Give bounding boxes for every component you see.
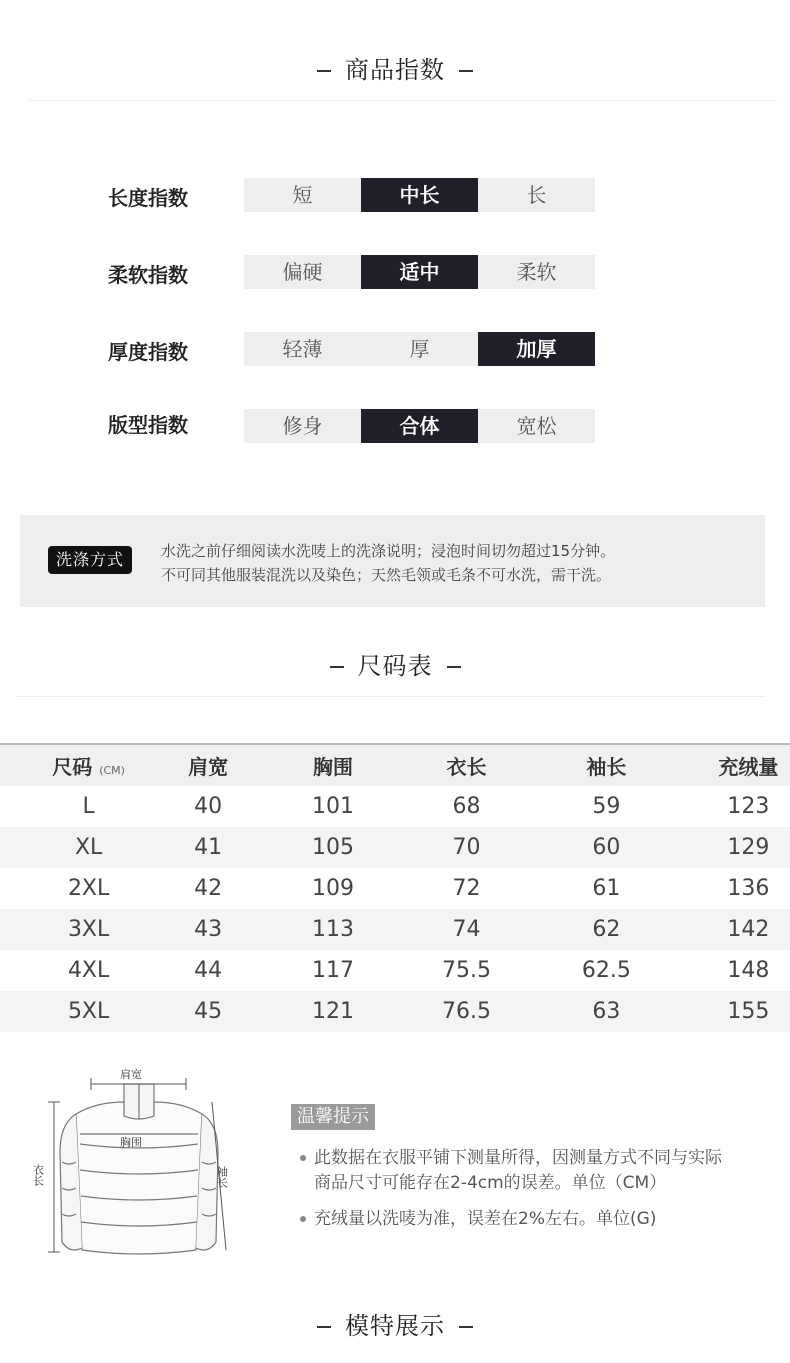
index-option: 长 [478, 178, 595, 212]
index-label-softness: 柔软指数 [108, 263, 188, 287]
size-cell: 4XL [67, 958, 110, 983]
index-bar-softness [244, 255, 595, 289]
measure-cell: 155 [707, 991, 790, 1032]
measure-cell: 63 [506, 991, 707, 1032]
index-option: 柔软 [478, 255, 595, 289]
title-dash-left [317, 70, 331, 72]
size-table-header [0, 744, 790, 786]
size-cell: L [82, 794, 95, 819]
jacket-measure-diagram [31, 1062, 246, 1262]
section-title-index [0, 50, 790, 85]
tip-1-line-1: 此数据在衣服平铺下测量所得，因测量方式不同与实际 [314, 1148, 722, 1168]
tip-2 [300, 1207, 656, 1232]
tips-badge: 温馨提示 [291, 1104, 375, 1130]
size-cell: 5XL [0, 991, 177, 1032]
measure-cell: 121 [239, 991, 427, 1032]
title-dash-right [459, 1326, 473, 1328]
diagram-label-length: 衣长 [31, 1164, 45, 1186]
measure-cell: 70 [427, 827, 506, 868]
divider [15, 696, 765, 697]
table-row [0, 950, 790, 991]
index-bar-thickness [244, 332, 595, 366]
header-sleeve: 袖长 [506, 744, 707, 786]
measure-cell: 117 [312, 958, 355, 983]
section-title-text: 模特展示 [345, 1312, 445, 1340]
size-cell: 2XL [67, 876, 110, 901]
index-label-fit: 版型指数 [108, 413, 188, 437]
header-chest: 胸围 [239, 744, 427, 786]
table-row [0, 827, 790, 868]
index-option: 中长 [361, 178, 478, 212]
measure-cell: 40 [194, 794, 223, 819]
washing-badge: 洗涤方式 [48, 546, 132, 574]
measure-cell: 60 [506, 827, 707, 868]
index-option: 适中 [361, 255, 478, 289]
index-label-thickness: 厚度指数 [108, 340, 188, 364]
tip-1-line-2: 商品尺寸可能存在2-4cm的误差。单位（CM） [314, 1173, 667, 1193]
diagram-label-chest: 胸围 [120, 1136, 142, 1149]
index-option: 合体 [361, 409, 478, 443]
index-option: 修身 [244, 409, 361, 443]
washing-line-1: 水洗之前仔细阅读水洗唛上的洗涤说明；浸泡时间切勿超过15分钟。 [161, 542, 616, 560]
section-title-text: 商品指数 [345, 56, 445, 84]
section-title-model [0, 1306, 790, 1341]
measure-cell: 43 [177, 909, 239, 950]
header-down: 充绒量 [707, 744, 790, 786]
title-dash-left [317, 1326, 331, 1328]
measure-cell: 61 [592, 876, 621, 901]
title-dash-left [330, 666, 344, 668]
size-table [0, 743, 790, 1032]
size-table-body [0, 786, 790, 1032]
measure-cell: 109 [312, 876, 355, 901]
measure-cell: 101 [312, 794, 355, 819]
measure-cell: 105 [239, 827, 427, 868]
index-option: 轻薄 [244, 332, 361, 366]
index-label-length: 长度指数 [108, 186, 188, 210]
measure-cell: 148 [727, 958, 770, 983]
section-title-text: 尺码表 [357, 652, 433, 680]
measure-cell: 142 [707, 909, 790, 950]
header-shoulder: 肩宽 [177, 744, 239, 786]
measure-cell: 42 [194, 876, 223, 901]
table-row [0, 991, 790, 1032]
table-row [0, 868, 790, 909]
header-size-label: 尺码 [52, 755, 93, 779]
measure-cell: 72 [452, 876, 481, 901]
measure-cell: 62.5 [581, 958, 631, 983]
washing-text [161, 539, 615, 587]
index-option: 短 [244, 178, 361, 212]
diagram-label-sleeve: 袖长 [215, 1166, 229, 1188]
index-option: 宽松 [478, 409, 595, 443]
measure-cell: 62 [506, 909, 707, 950]
header-size-unit: (CM) [99, 764, 125, 777]
measure-cell: 74 [427, 909, 506, 950]
size-cell: 3XL [0, 909, 177, 950]
index-bar-length [244, 178, 595, 212]
washing-line-2: 不可同其他服装混洗以及染色；天然毛领或毛条不可水洗，需干洗。 [161, 566, 612, 584]
measure-cell: 68 [452, 794, 481, 819]
measure-cell: 136 [727, 876, 770, 901]
tip-2-text: 充绒量以洗唛为准，误差在2%左右。单位(G) [314, 1209, 657, 1229]
size-cell: XL [0, 827, 177, 868]
measure-cell: 59 [592, 794, 621, 819]
bullet-icon [300, 1216, 306, 1222]
measure-cell: 123 [727, 794, 770, 819]
index-option: 加厚 [478, 332, 595, 366]
measure-cell: 75.5 [442, 958, 491, 983]
index-bar-fit [244, 409, 595, 443]
tip-1 [300, 1146, 722, 1196]
diagram-label-shoulder: 肩宽 [120, 1068, 142, 1081]
bullet-icon [300, 1155, 306, 1161]
section-title-size [0, 646, 790, 681]
title-dash-right [459, 70, 473, 72]
measure-cell: 129 [707, 827, 790, 868]
title-dash-right [447, 666, 461, 668]
table-row [0, 909, 790, 950]
header-size [0, 744, 177, 786]
measure-cell: 44 [194, 958, 223, 983]
table-row [0, 786, 790, 827]
measure-cell: 41 [177, 827, 239, 868]
measure-cell: 76.5 [427, 991, 506, 1032]
measure-cell: 45 [177, 991, 239, 1032]
measure-cell: 113 [239, 909, 427, 950]
index-option: 偏硬 [244, 255, 361, 289]
washing-instructions [20, 515, 765, 607]
header-length: 衣长 [427, 744, 506, 786]
divider [28, 100, 778, 101]
index-option: 厚 [361, 332, 478, 366]
